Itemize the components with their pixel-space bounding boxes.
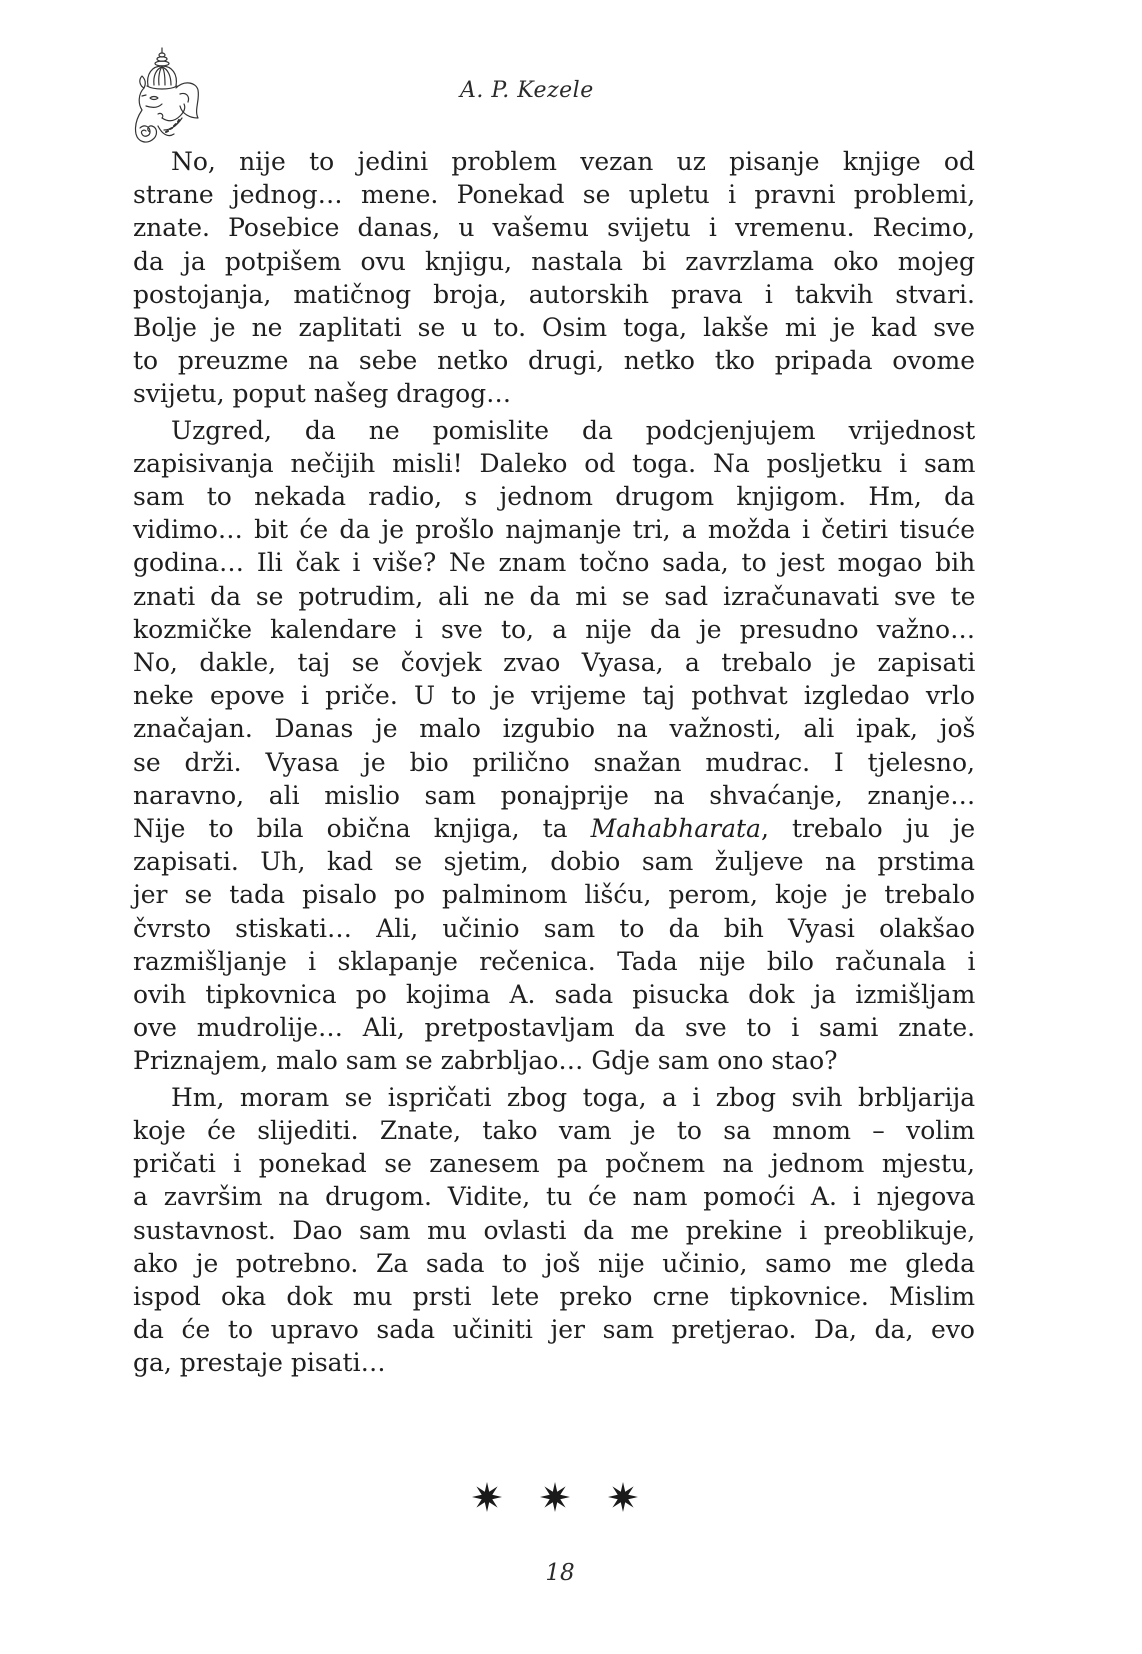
running-head-author: A. P. Kezele <box>460 78 594 103</box>
text-line: sam to nekada radio, s jednom drugom knjigom. Hm, da <box>133 482 975 512</box>
text-line: sustavnost. Dao sam mu ovlasti da me prekine i preoblikuje, <box>133 1215 976 1245</box>
text-line: vidimo… bit će da je prošlo najmanje tri, a možda i četiri tisuće <box>133 515 975 545</box>
text-line: razmišljanje i sklapanje rečenica. Tada nije bilo računala i <box>133 946 976 976</box>
text-line: ga, prestaje pisati… <box>133 1348 386 1378</box>
body-text <box>133 145 975 1383</box>
text-line: da ja potpišem ovu knjigu, nastala bi zavrzlama oko mojeg <box>133 246 975 276</box>
text-line: ispod oka dok mu prsti lete preko crne tipkovnice. Mislim <box>133 1281 976 1311</box>
page-number: 18 <box>545 1560 575 1586</box>
paragraph-2 <box>133 414 975 1078</box>
paragraph-1 <box>133 145 975 411</box>
text-segment: Nije to bila obična knjiga, ta <box>133 814 591 844</box>
book-title-italic: Mahabharata <box>590 814 761 844</box>
text-line: zapisivanja nečijih misli! Daleko od toga. Na posljetku i sam <box>133 448 976 478</box>
text-line: postojanja, matičnog broja, autorskih prava i takvih stvari. <box>133 279 975 309</box>
text-line: kozmičke kalendare i sve to, a nije da je presudno važno… <box>133 614 976 644</box>
text-line: ove mudrolije… Ali, pretpostavljam da sve to i sami znate. <box>133 1013 976 1043</box>
text-line: godina… Ili čak i više? Ne znam točno sada, to jest mogao bih <box>133 548 976 578</box>
text-line: Uzgred, da ne pomislite da podcjenjujem vrijednost <box>171 415 976 445</box>
text-line: čvrsto stiskati… Ali, učinio sam to da bih Vyasi olakšao <box>133 913 975 943</box>
text-line: No, nije to jedini problem vezan uz pisanje knjige od <box>171 147 975 176</box>
text-line: svijetu, poput našeg dragog… <box>133 379 512 409</box>
text-line: zapisati. Uh, kad se sjetim, dobio sam žuljeve na prstima <box>133 847 975 877</box>
text-line: to preuzme na sebe netko drugi, netko tko pripada ovome <box>133 346 975 376</box>
text-line: ovih tipkovnica po kojima A. sada pisucka dok ja izmišljam <box>133 980 976 1010</box>
text-line: pričati i ponekad se zanesem pa počnem na jednom mjestu, <box>133 1149 975 1179</box>
text-line: znate. Posebice danas, u vašemu svijetu i vremenu. Recimo, <box>133 213 975 243</box>
asterism-icon <box>538 1480 572 1514</box>
section-break <box>470 1480 640 1514</box>
asterism-icon <box>606 1480 640 1514</box>
text-line: No, dakle, taj se čovjek zvao Vyasa, a trebalo je zapisati <box>133 648 976 678</box>
text-segment: , trebalo ju je <box>760 814 976 844</box>
text-line: Hm, moram se ispričati zbog toga, a i zbog svih brbljarija <box>171 1082 976 1112</box>
text-line: značajan. Danas je malo izgubio na važnosti, ali ipak, još <box>133 714 976 744</box>
text-line-with-title <box>133 812 975 845</box>
text-line: a završim na drugom. Vidite, tu će nam pomoći A. i njegova <box>133 1182 976 1212</box>
text-line: ako je potrebno. Za sada to još nije učinio, samo me gleda <box>133 1248 975 1278</box>
text-line: se drži. Vyasa je bio prilično snažan mudrac. I tjelesno, <box>133 747 975 777</box>
paragraph-3 <box>133 1081 975 1380</box>
text-line: neke epove i priče. U to je vrijeme taj pothvat izgledao vrlo <box>133 681 975 711</box>
text-line: jer se tada pisalo po palminom lišću, perom, koje je trebalo <box>133 880 976 910</box>
text-line: strane jednog… mene. Ponekad se upletu i pravni problemi, <box>133 180 976 210</box>
text-line: znati da se potrudim, ali ne da mi se sad izračunavati sve te <box>133 581 976 611</box>
text-line: koje će slijediti. Znate, tako vam je to sa mnom – volim <box>133 1115 975 1145</box>
text-line: Priznajem, malo sam se zabrbljao… Gdje sam ono stao? <box>133 1046 838 1076</box>
text-line: naravno, ali mislio sam ponajprije na shvaćanje, znanje… <box>133 780 976 810</box>
text-line: da će to upravo sada učiniti jer sam pretjerao. Da, da, evo <box>133 1315 975 1345</box>
text-line: Bolje je ne zaplitati se u to. Osim toga, lakše mi je kad sve <box>133 313 975 343</box>
asterism-icon <box>470 1480 504 1514</box>
ganesha-head-icon <box>128 44 210 148</box>
